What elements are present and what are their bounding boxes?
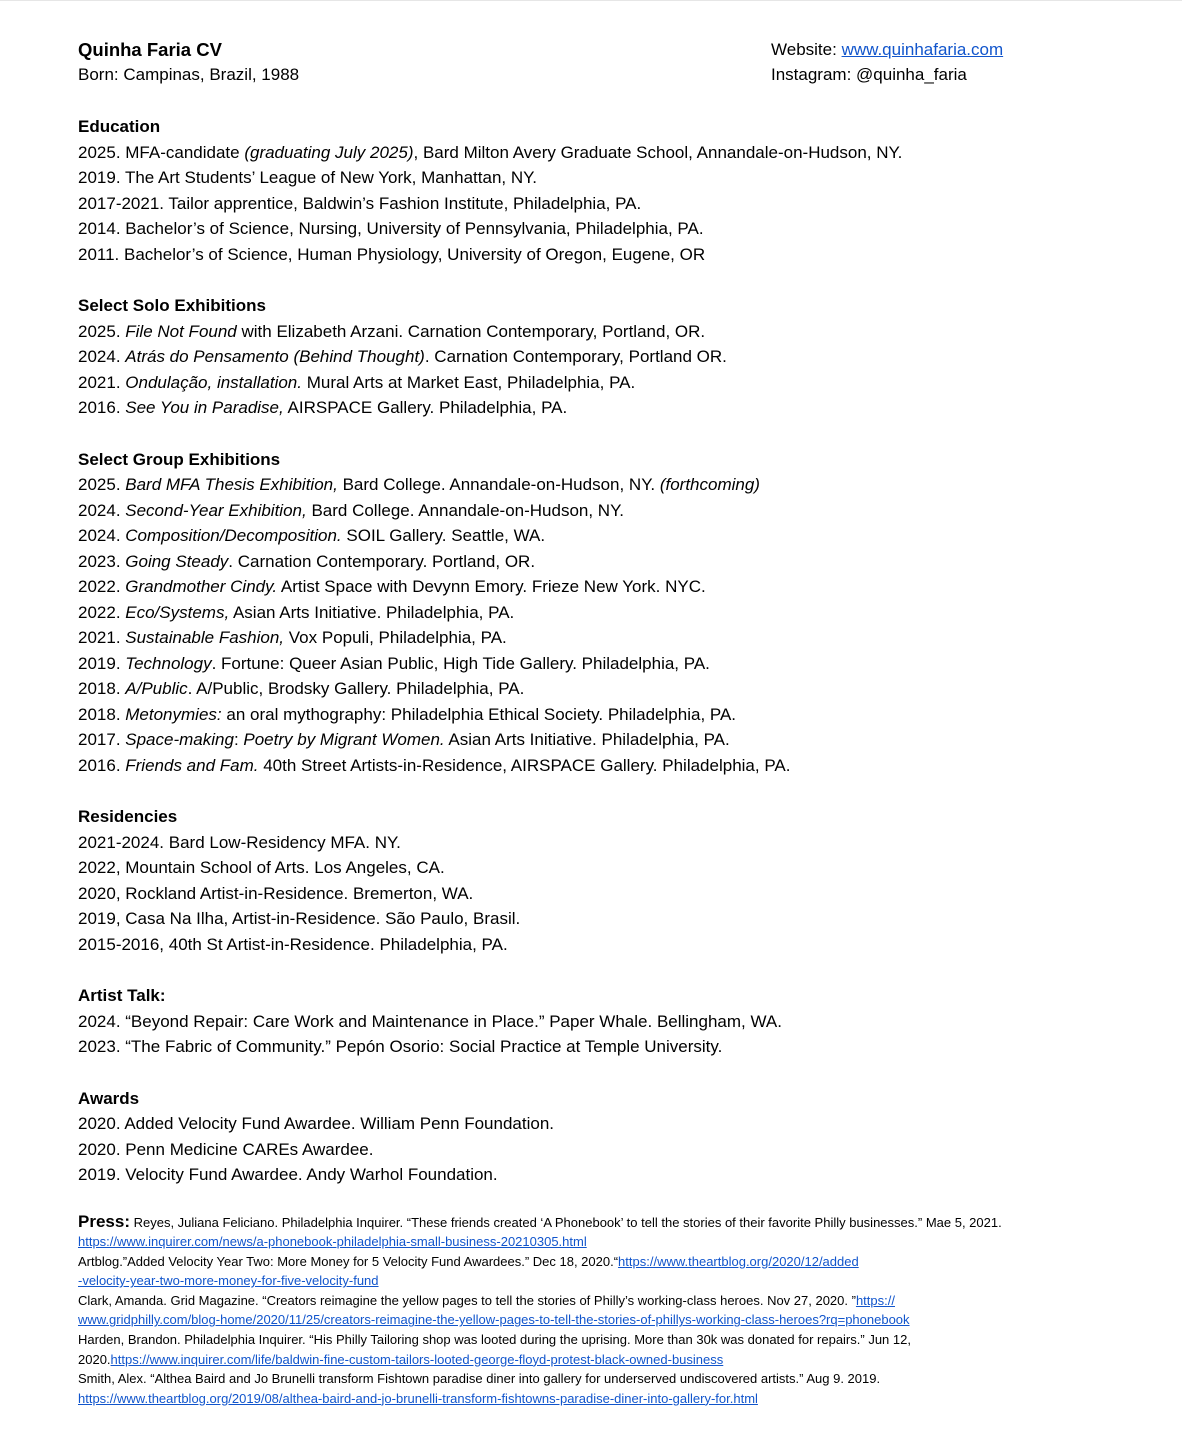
list-item [78, 1009, 1118, 1035]
list-item [78, 165, 1118, 191]
list-item [78, 344, 1118, 370]
list-item [78, 242, 1118, 268]
item-text: with Elizabeth Arzani. Carnation Contemporary, Portland, OR. [236, 321, 706, 341]
item-text: . Carnation Contemporary, Portland OR. [424, 347, 727, 366]
press-entry-line [78, 1389, 1118, 1409]
item-text: Vox Populi, Philadelphia, PA. [284, 628, 507, 647]
item-text: 2018. [78, 679, 126, 698]
list-item [78, 676, 1118, 702]
list-item [78, 702, 1118, 728]
item-text: 2017. [78, 730, 126, 749]
list-item [78, 140, 1118, 166]
list-item [78, 1111, 1118, 1137]
press-entry-line [78, 1291, 1118, 1311]
item-text: , Bard Milton Avery Graduate School, Annandale-on-Hudson, NY. [413, 142, 903, 162]
item-text: 2021. [78, 628, 126, 647]
item-text: 2021. [78, 372, 126, 392]
cv-header [78, 38, 1118, 88]
item-text: Asian Arts Initiative. Philadelphia, PA. [229, 602, 515, 622]
list-item [78, 319, 1118, 345]
press-entry-line [78, 1330, 1118, 1350]
item-text: SOIL Gallery. Seattle, WA. [341, 526, 546, 545]
item-text: 2016. [78, 755, 126, 775]
education-list [78, 140, 1118, 268]
website-line [771, 38, 1003, 63]
item-text: 2023. [78, 551, 126, 571]
website-link[interactable]: www.quinhafaria.com [841, 40, 1004, 59]
list-item [78, 625, 1118, 651]
press-entry-line [78, 1271, 1118, 1291]
item-text: 2011. Bachelor’s of Science, Human Physiology, University of Oregon, Eugene, OR [78, 244, 706, 264]
item-title: Technology [125, 653, 212, 673]
artist-talk-section [78, 983, 1118, 1060]
residencies-section [78, 804, 1118, 957]
item-text: AIRSPACE Gallery. Philadelphia, PA. [283, 398, 568, 417]
press-entry-line [78, 1232, 1118, 1252]
list-item [78, 651, 1118, 677]
solo-exhibitions-list [78, 319, 1118, 421]
item-title: Poetry by Migrant Women. [243, 730, 445, 749]
item-text: an oral mythography: Philadelphia Ethical Society. Philadelphia, PA. [221, 704, 737, 724]
item-text: : [233, 730, 244, 749]
press-citation: Artblog.”Added Velocity Year Two: More Money for 5 Velocity Fund Awardees.” Dec 18, 2020.“ [78, 1253, 619, 1269]
item-text: 2020. Penn Medicine CAREs Awardee. [78, 1139, 374, 1159]
list-item [78, 881, 1118, 907]
press-entry-line [78, 1350, 1118, 1370]
item-text: . A/Public, Brodsky Gallery. Philadelphia, PA. [187, 679, 525, 698]
item-title: (graduating July 2025) [244, 142, 414, 162]
section-title: Residencies [78, 807, 178, 826]
list-item [78, 549, 1118, 575]
item-title: Grandmother Cindy. [125, 577, 278, 596]
item-text: Bard College. Annandale-on-Hudson, NY. [337, 475, 660, 494]
website-label: Website: [771, 40, 842, 59]
residencies-list [78, 830, 1118, 958]
press-entry-line [78, 1310, 1118, 1330]
item-text: 2023. “The Fabric of Community.” Pepón Osorio: Social Practice at Temple University. [78, 1037, 723, 1056]
item-text: 2019. The Art Students’ League of New York, Manhattan, NY. [78, 168, 537, 187]
group-exhibitions-list [78, 472, 1118, 778]
list-item [78, 932, 1118, 958]
press-section [78, 1212, 1118, 1409]
list-item [78, 498, 1118, 524]
press-link[interactable]: https:// [855, 1292, 895, 1308]
list-item [78, 830, 1118, 856]
item-text: 2024. [78, 526, 126, 545]
list-item [78, 727, 1118, 753]
list-item [78, 1162, 1118, 1188]
item-text: 2024. [78, 347, 126, 366]
item-text: Artist Space with Devynn Emory. Frieze New York. NYC. [277, 577, 706, 596]
list-item [78, 600, 1118, 626]
item-title: A/Public [125, 679, 188, 698]
item-title: Bard MFA Thesis Exhibition, [125, 475, 338, 494]
item-text: 2022, Mountain School of Arts. Los Angeles, CA. [78, 858, 445, 877]
list-item [78, 855, 1118, 881]
section-title: Awards [78, 1088, 140, 1108]
solo-exhibitions-section [78, 293, 1118, 421]
item-title: Second-Year Exhibition, [125, 500, 307, 520]
press-link[interactable]: www.gridphilly.com/blog-home/2020/11/25/creators-reimagine-the-yellow-pages-to-tell-the-stories-of-phillys-working-class-heroes?rq=phonebook [78, 1312, 910, 1328]
item-text: 2015-2016, 40th St Artist-in-Residence. Philadelphia, PA. [78, 934, 508, 954]
item-title: Space-making [125, 730, 234, 749]
item-text: 2019, Casa Na Ilha, Artist-in-Residence. São Paulo, Brasil. [78, 909, 521, 928]
list-item [78, 370, 1118, 396]
press-entry-line [78, 1212, 1118, 1233]
press-citation: Clark, Amanda. Grid Magazine. “Creators reimagine the yellow pages to tell the stories of Philly’s working-class heroes. Nov 27, 2020. ” [78, 1292, 856, 1308]
item-text: . Fortune: Queer Asian Public, High Tide Gallery. Philadelphia, PA. [211, 653, 710, 673]
press-citation: Smith, Alex. “Althea Baird and Jo Brunelli transform Fishtown paradise diner into gallery for underserved undiscovered artists.” Aug 9. 2019. [78, 1371, 881, 1387]
press-citation: 2020. [78, 1351, 111, 1367]
item-title: File Not Found [125, 321, 237, 341]
press-link[interactable]: -velocity-year-two-more-money-for-five-velocity-fund [78, 1273, 379, 1289]
group-exhibitions-section [78, 447, 1118, 779]
item-text: Asian Arts Initiative. Philadelphia, PA. [444, 730, 730, 749]
list-item [78, 191, 1118, 217]
section-title: Artist Talk: [78, 986, 166, 1005]
item-title: See You in Paradise, [125, 398, 284, 417]
item-text: 2022. [78, 577, 126, 596]
item-text: 2025. [78, 475, 126, 494]
cv-title: Quinha Faria CV [78, 39, 222, 60]
birth-info: Born: Campinas, Brazil, 1988 [78, 65, 300, 84]
item-title: Eco/Systems, [125, 602, 230, 622]
item-text: . Carnation Contemporary. Portland, OR. [228, 551, 536, 571]
list-item [78, 523, 1118, 549]
list-item [78, 574, 1118, 600]
press-link[interactable]: https://www.inquirer.com/news/a-phonebook-philadelphia-small-business-20210305.html [78, 1234, 587, 1250]
item-text: 2019. [78, 653, 126, 673]
item-title: Atrás do Pensamento (Behind Thought) [125, 347, 425, 366]
instagram-line: Instagram: @quinha_faria [771, 64, 967, 84]
item-title: Composition/Decomposition. [125, 526, 342, 545]
press-title: Press: [78, 1211, 130, 1231]
press-link[interactable]: https://www.inquirer.com/life/baldwin-fine-custom-tailors-looted-george-floyd-protest-black-owned-business [110, 1351, 724, 1367]
item-text: 2024. [78, 500, 126, 520]
section-title: Select Solo Exhibitions [78, 296, 266, 315]
list-item [78, 753, 1118, 779]
item-text: 2014. Bachelor’s of Science, Nursing, University of Pennsylvania, Philadelphia, PA. [78, 219, 704, 238]
item-text: 2017-2021. Tailor apprentice, Baldwin’s Fashion Institute, Philadelphia, PA. [78, 193, 642, 213]
item-text: 2021-2024. Bard Low-Residency MFA. NY. [78, 832, 401, 852]
item-text: 2022. [78, 602, 126, 622]
section-title: Select Group Exhibitions [78, 449, 281, 469]
education-section [78, 114, 1118, 267]
cv-document [78, 38, 1118, 1408]
press-link[interactable]: https://www.theartblog.org/2019/08/althea-baird-and-jo-brunelli-transform-fishtowns-paradise-diner-into-gallery-for.html [78, 1390, 758, 1406]
press-citation: Reyes, Juliana Feliciano. Philadelphia Inquirer. “These friends created ‘A Phonebook’ to tell the stories of their favorite Philly businesses.” Mae 5, 2021. [129, 1214, 1002, 1230]
list-item [78, 395, 1118, 421]
item-title: Metonymies: [125, 704, 222, 724]
item-title: Sustainable Fashion, [125, 628, 285, 647]
press-citation: Harden, Brandon. Philadelphia Inquirer. “His Philly Tailoring shop was looted during the uprising. More than 30k was donated for repairs.” Jun 12, [78, 1332, 911, 1348]
item-text: 2020, Rockland Artist-in-Residence. Bremerton, WA. [78, 883, 474, 903]
contact-info [771, 38, 1003, 87]
awards-list [78, 1111, 1118, 1188]
section-title: Education [78, 117, 161, 136]
item-title: Friends and Fam. [125, 755, 259, 775]
item-text: 2025. [78, 321, 126, 341]
item-text: 2020. Added Velocity Fund Awardee. William Penn Foundation. [78, 1114, 554, 1133]
item-text: Bard College. Annandale-on-Hudson, NY. [306, 500, 624, 520]
press-link[interactable]: https://www.theartblog.org/2020/12/added [618, 1253, 859, 1269]
item-title: Ondulação, installation. [125, 372, 302, 392]
item-text: 2016. [78, 398, 126, 417]
press-entry-line [78, 1369, 1118, 1389]
list-item [78, 906, 1118, 932]
list-item [78, 1034, 1118, 1060]
list-item [78, 1137, 1118, 1163]
item-title: (forthcoming) [659, 475, 760, 494]
item-text: 40th Street Artists-in-Residence, AIRSPACE Gallery. Philadelphia, PA. [258, 755, 791, 775]
artist-talk-list [78, 1009, 1118, 1060]
item-title: Going Steady [125, 551, 229, 571]
item-text: 2024. “Beyond Repair: Care Work and Maintenance in Place.” Paper Whale. Bellingham, WA. [78, 1011, 782, 1031]
item-text: 2018. [78, 704, 126, 724]
awards-section [78, 1086, 1118, 1188]
list-item [78, 216, 1118, 242]
list-item [78, 472, 1118, 498]
item-text: 2019. Velocity Fund Awardee. Andy Warhol Foundation. [78, 1165, 498, 1184]
page-top-border [0, 0, 1182, 1]
item-text: Mural Arts at Market East, Philadelphia, PA. [302, 372, 636, 392]
item-text: 2025. MFA-candidate [78, 142, 245, 162]
press-entry-line [78, 1252, 1118, 1272]
